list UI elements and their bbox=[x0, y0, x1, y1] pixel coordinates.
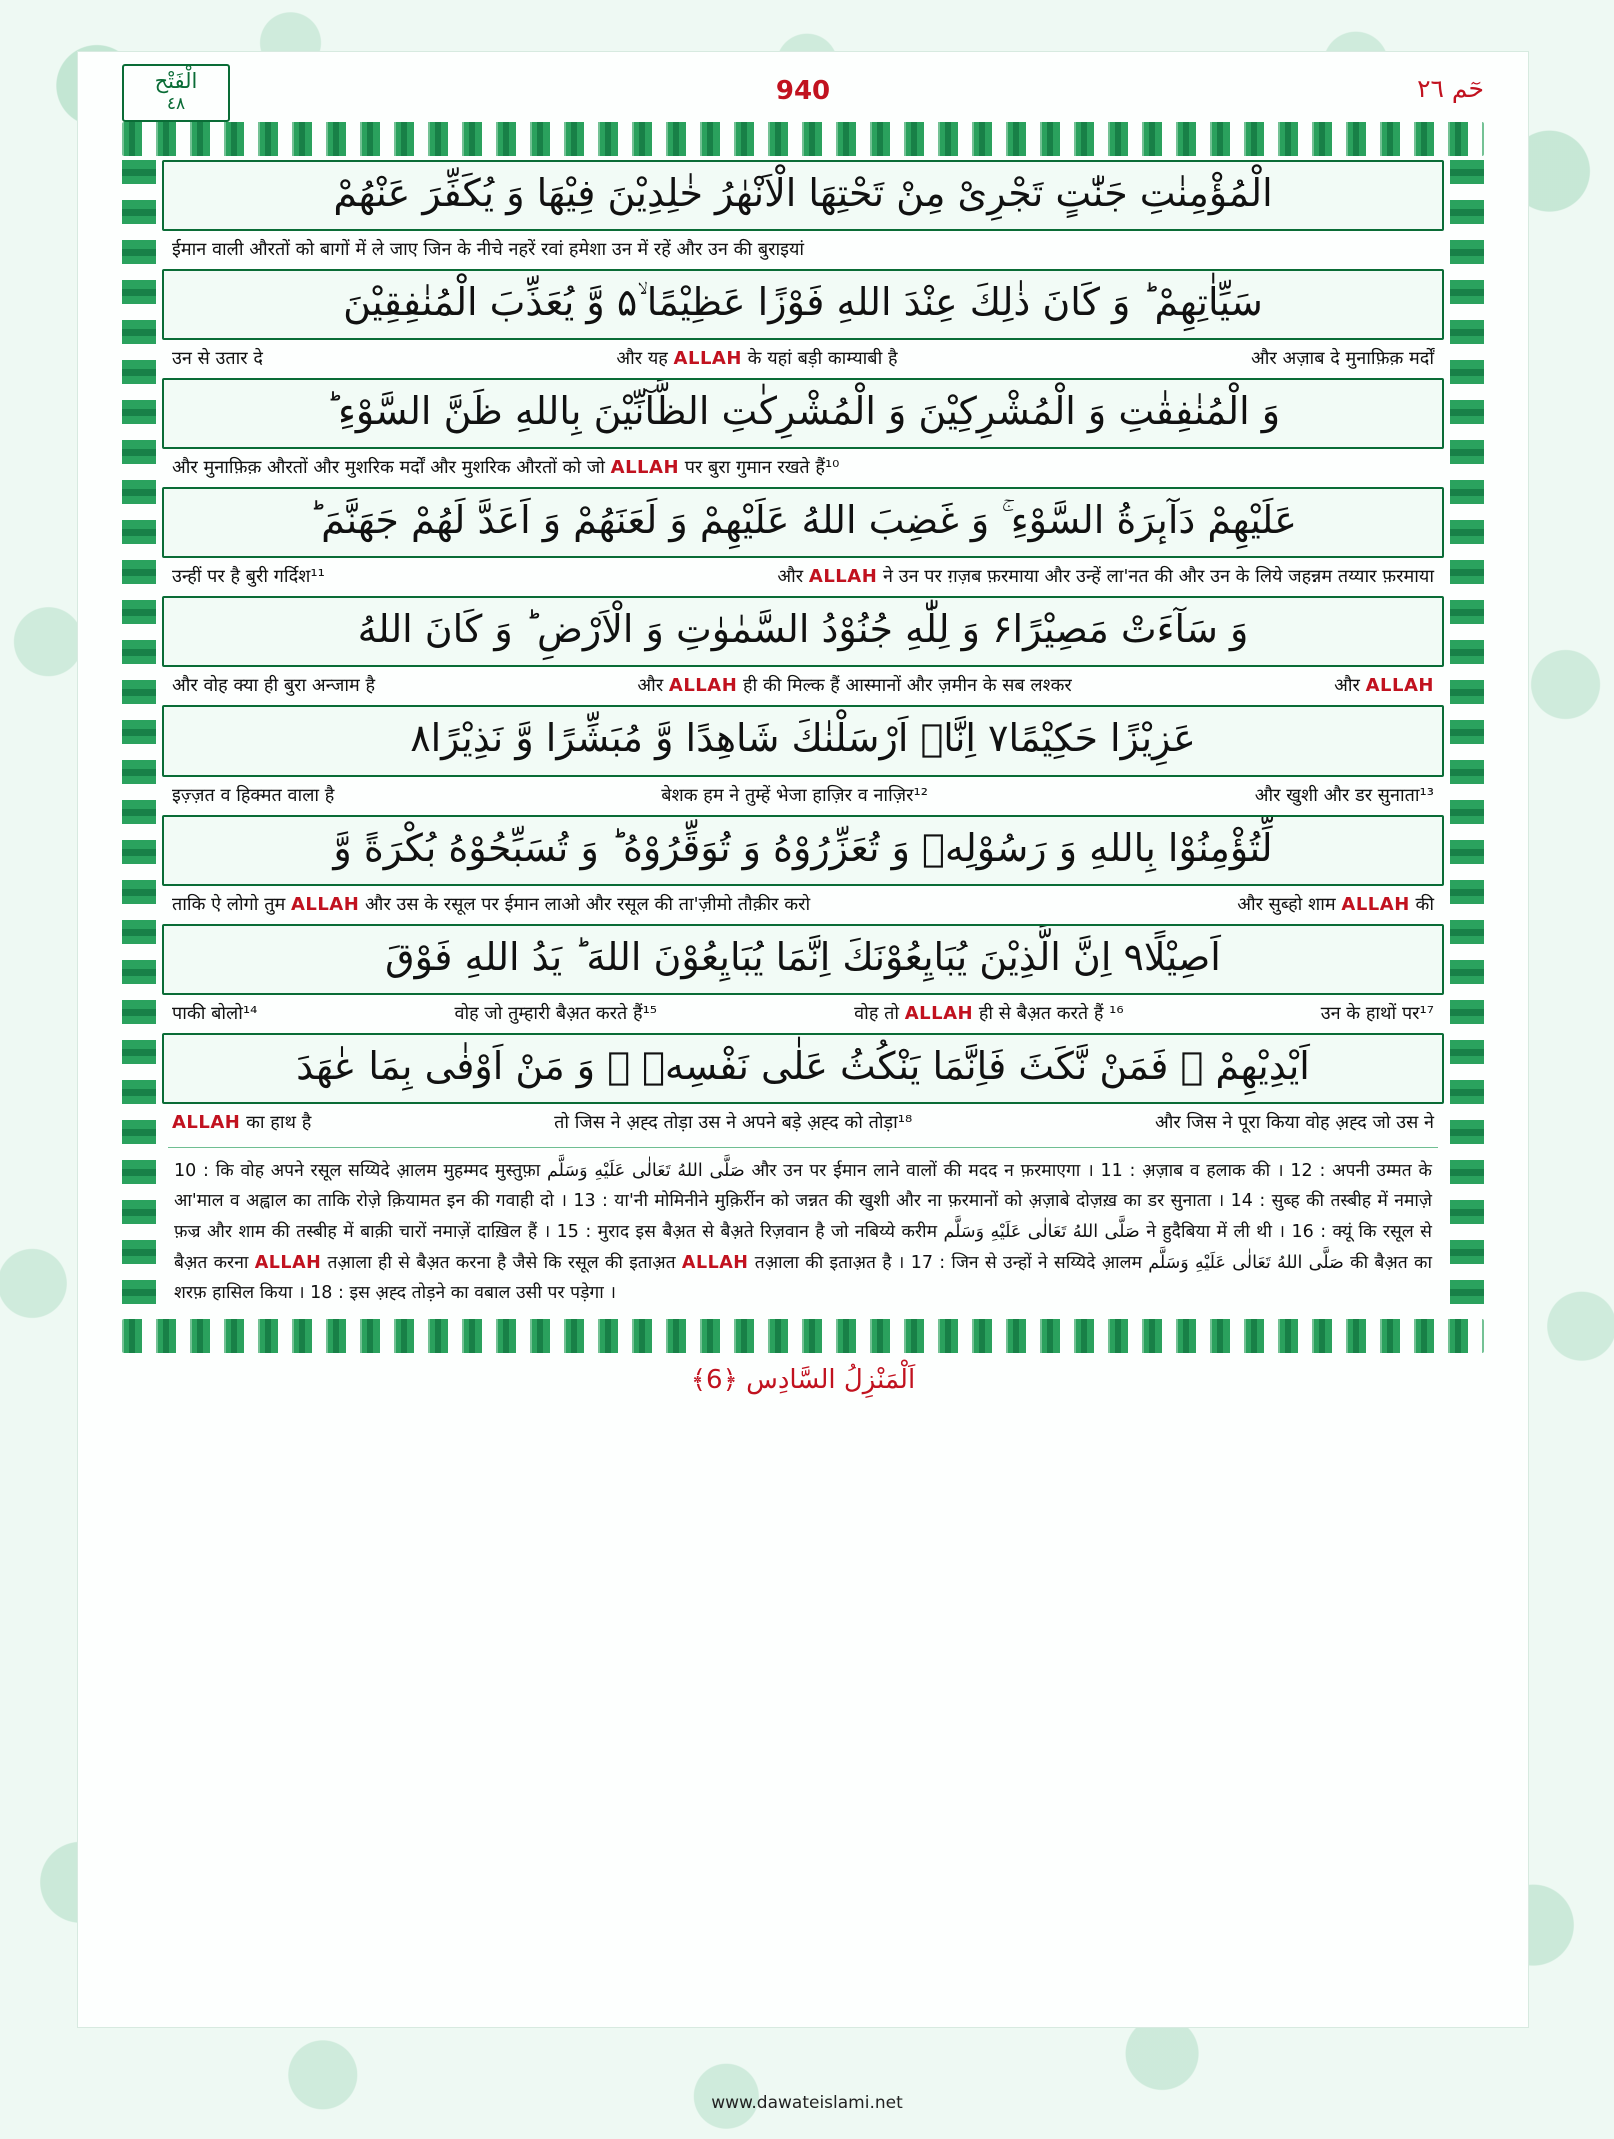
translation-line bbox=[162, 449, 1444, 484]
translation-line bbox=[162, 558, 1444, 593]
arabic-verse-line: لِّتُؤْمِنُوْا بِاللهِ وَ رَسُوْلِهٖ وَ تُعَزِّرُوْهُ وَ تُوَقِّرُوْهُ ؕ وَ تُسَبِّحُوْهُ بُكْرَةً وَّ bbox=[162, 815, 1444, 886]
top-ornament-border bbox=[122, 122, 1484, 156]
allah-word: ALLAH bbox=[808, 566, 878, 588]
translation-segment: उन के हाथों पर¹⁷ bbox=[1320, 1002, 1434, 1024]
translation-segment: और ALLAH ही की मिल्क हैं आस्मानों और ज़मीन के सब लश्कर bbox=[637, 675, 1072, 697]
allah-word: ALLAH bbox=[904, 1002, 974, 1024]
allah-word: ALLAH bbox=[673, 348, 742, 370]
ayah-block bbox=[162, 705, 1444, 811]
translation-line bbox=[162, 886, 1444, 921]
manzil-label: اَلْمَنْزِلُ السَّادِس ﴿6﴾ bbox=[690, 1364, 916, 1395]
footnote-number: 13 bbox=[573, 1191, 596, 1212]
translation-line bbox=[162, 231, 1444, 266]
surah-name-box bbox=[122, 64, 230, 122]
ayah-block bbox=[162, 160, 1444, 266]
footnote-number: 10 bbox=[174, 1160, 197, 1181]
surah-name: الْفَتْح bbox=[154, 69, 198, 93]
quran-page-sheet bbox=[78, 52, 1528, 2027]
translation-segment: और मुनाफ़िक़ औरतों और मुशरिक मर्दों और मुशरिक औरतों को जो ALLAH पर बुरा गुमान रखते हैं¹⁰ bbox=[172, 457, 840, 479]
translation-segment: ALLAH का हाथ है bbox=[172, 1111, 312, 1133]
ayah-block bbox=[162, 1033, 1444, 1139]
ayah-block bbox=[162, 596, 1444, 702]
arabic-verse-line: اَصِیْلًا۹ اِنَّ الَّذِیْنَ یُبَایِعُوْنَكَ اِنَّمَا یُبَایِعُوْنَ اللهَ ؕ یَدُ اللهِ فَوْقَ bbox=[162, 924, 1444, 995]
translation-segment: और जिस ने पूरा किया वोह अ़ह्द जो उस ने bbox=[1154, 1111, 1434, 1133]
arabic-verse-line: سَیِّاٰتِهِمْ ؕ وَ كَانَ ذٰلِكَ عِنْدَ اللهِ فَوْزًا عَظِیْمًا ۙ۵ وَّ یُعَذِّبَ الْمُنٰفِقِیْنَ bbox=[162, 269, 1444, 340]
translation-segment: और वोह क्या ही बुरा अन्जाम है bbox=[172, 675, 376, 697]
translation-segment: और ALLAH bbox=[1334, 675, 1434, 697]
right-ornament-border bbox=[1450, 160, 1484, 1313]
footnote-number: 11 bbox=[1100, 1160, 1123, 1181]
ayah-block bbox=[162, 815, 1444, 921]
translation-segment: ईमान वाली औरतों को बागों में ले जाए जिन के नीचे नहरें रवां हमेशा उन में रहें और उन की बुराइयां bbox=[172, 239, 805, 261]
footnotes-section bbox=[168, 1147, 1438, 1313]
footnote-text: : मुराद इस बैअ़त से बैअ़ते रिज़वान है जो नबिय्ये करीम صَلَّى اللهُ تَعَالٰى عَلَيْهِ وَسَلَّم ने हुदैबिया में ली थी । bbox=[585, 1222, 1286, 1243]
translation-segment: और अज़ाब दे मुनाफ़िक़ मर्दों bbox=[1250, 348, 1434, 370]
footnote-text: : अपनी उम्मत के आ'माल व अह्वाल का ताकि रोज़े क़ियामत इन की गवाही दो । bbox=[174, 1160, 1432, 1212]
footnote-number: 15 bbox=[556, 1222, 579, 1243]
allah-word: ALLAH bbox=[681, 1252, 749, 1273]
website-url: www.dawateislami.net bbox=[711, 2093, 903, 2113]
translation-segment: बेशक हम ने तुम्हें भेजा हाज़िर व नाज़िर¹² bbox=[661, 784, 928, 806]
allah-word: ALLAH bbox=[610, 457, 680, 479]
arabic-verse-line: عَزِیْزًا حَكِیْمًا۷ اِنَّاۤ اَرْسَلْنٰكَ شَاهِدًا وَّ مُبَشِّرًا وَّ نَذِیْرًا۸ bbox=[162, 705, 1444, 776]
footnote-text: : क्यूं कि रसूल से बैअ़त करना ALLAH तआ़ला ही से बैअ़त करना है जैसे कि रसूल की इताअ़त ALLAH तआ़ला की इताअ़त है । bbox=[174, 1222, 1432, 1273]
translation-segment: तो जिस ने अ़ह्द तोड़ा उस ने अपने बड़े अ़ह्द को तोड़ा¹⁸ bbox=[554, 1111, 913, 1133]
footnote-number: 14 bbox=[1230, 1191, 1253, 1212]
footnote-number: 17 bbox=[910, 1252, 933, 1273]
arabic-verse-line: وَ سَآءَتْ مَصِیْرًا۶ وَ لِلّٰهِ جُنُوْدُ السَّمٰوٰتِ وَ الْاَرْضِ ؕ وَ كَانَ اللهُ bbox=[162, 596, 1444, 667]
footnote-number: 16 bbox=[1291, 1222, 1314, 1243]
allah-word: ALLAH bbox=[254, 1252, 322, 1273]
allah-word: ALLAH bbox=[1365, 675, 1434, 697]
footnote-number: 12 bbox=[1290, 1160, 1313, 1181]
footnote-text: : सुब्ह की तस्बीह में नमाज़े फ़ज्र और शाम की तस्बीह में बाक़ी चारों नमाज़ें दाख़िल हैं । bbox=[174, 1191, 1432, 1243]
translation-line bbox=[162, 1104, 1444, 1139]
footnote-text: : कि वोह अपने रसूल सय्यिदे आ़लम मुहम्मद मुस्तुफ़ा صَلَّى اللهُ تَعَالٰى عَلَيْهِ وَسَلَّم और उन पर ईमान लाने वालों की मदद न फ़रमाएगा । bbox=[203, 1160, 1094, 1181]
translation-segment: उन से उतार दे bbox=[172, 348, 263, 370]
footnote-text: : या'नी मोमिनीने मुक़िर्रीन को जन्नत की खुशी और ना फ़रमानों को अ़ज़ाबे दोज़ख़ का डर सुनाता । bbox=[602, 1191, 1225, 1212]
translation-segment: उन्हीं पर है बुरी गर्दिश¹¹ bbox=[172, 566, 325, 588]
translation-line bbox=[162, 995, 1444, 1030]
footnote-text: : इस अ़ह्द तोड़ने का वबाल उसी पर पड़ेगा । bbox=[338, 1283, 617, 1304]
page-body bbox=[122, 160, 1484, 1313]
allah-word: ALLAH bbox=[668, 675, 738, 697]
translation-line bbox=[162, 667, 1444, 702]
arabic-verse-line: الْمُؤْمِنٰتِ جَنّٰتٍ تَجْرِیْ مِنْ تَحْتِهَا الْاَنْهٰرُ خٰلِدِیْنَ فِیْهَا وَ یُكَفِّرَ عَنْهُمْ bbox=[162, 160, 1444, 231]
surah-number: ٤٨ bbox=[166, 94, 186, 115]
ayah-block bbox=[162, 378, 1444, 484]
bottom-ornament-border bbox=[122, 1319, 1484, 1353]
translation-line bbox=[162, 340, 1444, 375]
translation-segment: ताकि ऐ लोगो तुम ALLAH और उस के रसूल पर ईमान लाओ और रसूल की ता'ज़ीमो तौक़ीर करो bbox=[172, 893, 811, 915]
left-ornament-border bbox=[122, 160, 156, 1313]
arabic-verse-line: عَلَیْهِمْ دَآىٕرَةُ السَّوْءِ ۚ وَ غَضِبَ اللهُ عَلَیْهِمْ وَ لَعَنَهُمْ وَ اَعَدَّ لَهُمْ جَهَنَّمَ ؕ bbox=[162, 487, 1444, 558]
verse-column bbox=[156, 160, 1450, 1313]
allah-word: ALLAH bbox=[290, 893, 360, 915]
para-label: حٓم ٢٦ bbox=[1417, 74, 1484, 103]
translation-segment: और यह ALLAH के यहां बड़ी काम्याबी है bbox=[616, 348, 898, 370]
footnote-text: : अ़ज़ाब व हलाक की । bbox=[1129, 1160, 1284, 1181]
translation-segment: पाकी बोलो¹⁴ bbox=[172, 1002, 258, 1024]
arabic-verse-line: اَیْدِیْهِمْ ۚ فَمَنْ نَّكَثَ فَاِنَّمَا یَنْكُثُ عَلٰى نَفْسِهٖ ۚ وَ مَنْ اَوْفٰى بِمَا عٰهَدَ bbox=[162, 1033, 1444, 1104]
translation-segment: और खुशी और डर सुनाता¹³ bbox=[1254, 784, 1434, 806]
arabic-verse-line: وَ الْمُنٰفِقٰتِ وَ الْمُشْرِكِیْنَ وَ الْمُشْرِكٰتِ الظَّآنِّیْنَ بِاللهِ ظَنَّ السَّوْءِ ؕ bbox=[162, 378, 1444, 449]
allah-word: ALLAH bbox=[1341, 893, 1410, 915]
translation-segment: और सुब्हो शाम ALLAH की bbox=[1237, 893, 1434, 915]
translation-segment: और ALLAH ने उन पर ग़ज़ब फ़रमाया और उन्हें ला'नत की और उन के लिये जहन्नम तय्यार फ़रमाया bbox=[777, 566, 1434, 588]
translation-segment: इज़्ज़त व हिक्मत वाला है bbox=[172, 784, 335, 806]
page-header bbox=[78, 52, 1528, 122]
footnote-text: : जिन से उन्हों ने सय्यिदे आ़लम صَلَّى اللهُ تَعَالٰى عَلَيْهِ وَسَلَّم की बैअ़त का शरफ़ हासिल किया । bbox=[174, 1252, 1432, 1304]
ayah-block bbox=[162, 487, 1444, 593]
translation-line bbox=[162, 777, 1444, 812]
page-number: 940 bbox=[775, 76, 831, 106]
ayah-block bbox=[162, 924, 1444, 1030]
footnote-number: 18 bbox=[310, 1283, 333, 1304]
translation-segment: वोह जो तुम्हारी बैअ़त करते हैं¹⁵ bbox=[454, 1002, 658, 1024]
ayah-block bbox=[162, 269, 1444, 375]
allah-word: ALLAH bbox=[172, 1111, 241, 1133]
translation-segment: वोह तो ALLAH ही से बैअ़त करते हैं ¹⁶ bbox=[854, 1002, 1124, 1024]
